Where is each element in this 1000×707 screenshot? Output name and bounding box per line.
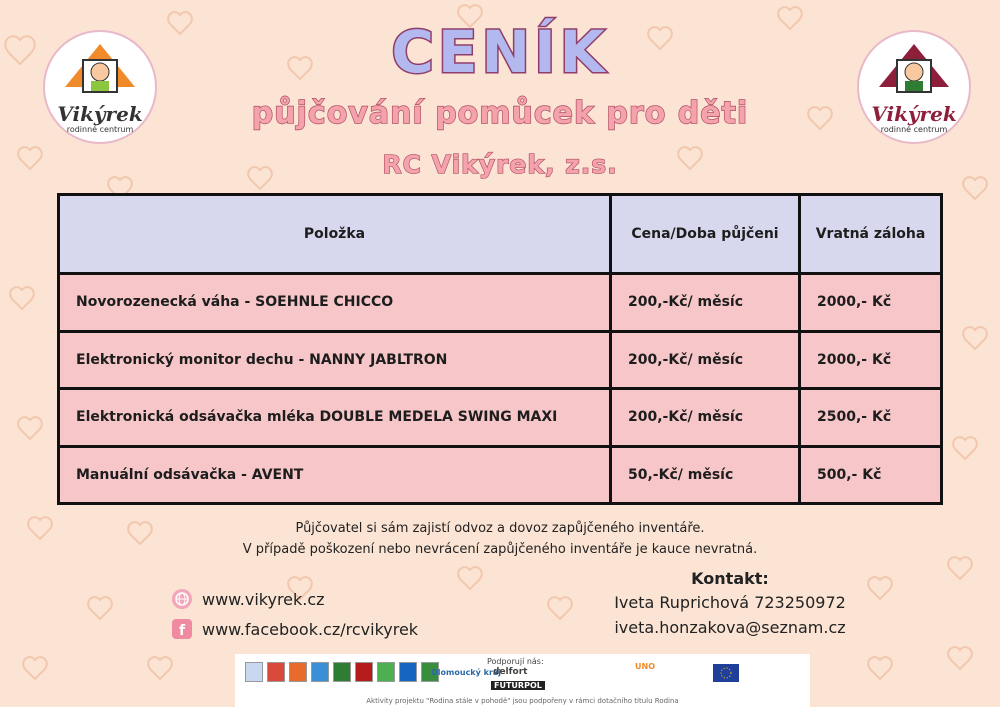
- table-row: [59, 331, 942, 389]
- facebook-icon: [172, 619, 192, 639]
- sponsor-logo: [245, 662, 263, 682]
- cell-deposit: 500,- Kč: [800, 446, 942, 504]
- cell-deposit: 2000,- Kč: [800, 274, 942, 332]
- cell-deposit: 2500,- Kč: [800, 389, 942, 447]
- header-price: Cena/Doba půjčeni: [611, 195, 800, 274]
- cell-item: Elektronický monitor dechu - NANNY JABLTRON: [59, 331, 611, 389]
- cell-price: 200,-Kč/ měsíc: [611, 331, 800, 389]
- eu-flag-icon: [713, 664, 739, 682]
- sponsor-logo: [333, 662, 351, 682]
- contact-block: [600, 569, 860, 588]
- cell-item: Novorozenecká váha - SOEHNLE CHICCO: [59, 274, 611, 332]
- sponsor-logo: [267, 662, 285, 682]
- logo-name: Vikýrek: [871, 102, 957, 126]
- price-table: [57, 193, 943, 505]
- facebook-url[interactable]: www.facebook.cz/rcvikyrek: [202, 619, 419, 639]
- sponsor-logo: [311, 662, 329, 682]
- sponsor-olomoucky: Olomoucký kraj: [431, 668, 502, 677]
- cell-price: 200,-Kč/ měsíc: [611, 274, 800, 332]
- cell-price: 200,-Kč/ měsíc: [611, 389, 800, 447]
- page-title: CENÍK: [391, 18, 609, 86]
- sponsor-strip: [235, 654, 810, 707]
- cell-deposit: 2000,- Kč: [800, 331, 942, 389]
- cell-item: Manuální odsávačka - AVENT: [59, 446, 611, 504]
- table-header-row: [59, 195, 942, 274]
- table-row: [59, 446, 942, 504]
- contact-email[interactable]: iveta.honzakova@seznam.cz: [614, 618, 846, 637]
- note-line: V případě poškození nebo nevrácení zapůjčeného inventáře je kauce nevratná.: [242, 542, 758, 557]
- page-subtitle: půjčování pomůcek pro děti: [251, 96, 749, 131]
- sponsor-uno: UNO: [635, 662, 655, 671]
- cell-price: 50,-Kč/ měsíc: [611, 446, 800, 504]
- header-item: Položka: [59, 195, 611, 274]
- note-line: Půjčovatel si sám zajistí odvoz a dovoz zapůjčeného inventáře.: [295, 521, 705, 536]
- sponsor-logo: [355, 662, 373, 682]
- table-row: [59, 389, 942, 447]
- logo-tagline: rodinné centrum: [66, 125, 134, 134]
- logo-tagline: rodinné centrum: [880, 125, 948, 134]
- website-link[interactable]: [172, 587, 325, 611]
- sponsor-delfort: delfort: [493, 667, 528, 677]
- rental-notes: [0, 518, 1000, 560]
- sponsor-footer: Aktivity projektu "Rodina stále v pohodě" jsou podpořeny v rámci dotačního titulu Rodina: [366, 697, 679, 705]
- sponsor-logo: [399, 662, 417, 682]
- svg-text:f: f: [179, 623, 186, 639]
- sponsor-logo: [289, 662, 307, 682]
- sponsor-label: Podporují nás:: [487, 657, 544, 666]
- globe-icon: [172, 589, 192, 609]
- facebook-link[interactable]: [172, 617, 418, 641]
- sponsor-logos: [245, 662, 439, 682]
- logo-name: Vikýrek: [57, 102, 143, 126]
- organization-name: RC Vikýrek, z.s.: [382, 150, 618, 179]
- website-url[interactable]: www.vikyrek.cz: [202, 589, 325, 609]
- cell-item: Elektronická odsávačka mléka DOUBLE MEDELA SWING MAXI: [59, 389, 611, 447]
- sponsor-futurpol: FUTURPOL: [491, 681, 545, 690]
- header-deposit: Vratná záloha: [800, 195, 942, 274]
- sponsor-logo: [377, 662, 395, 682]
- contact-heading: Kontakt:: [691, 569, 769, 588]
- table-row: [59, 274, 942, 332]
- contact-person: Iveta Ruprichová 723250972: [614, 593, 846, 612]
